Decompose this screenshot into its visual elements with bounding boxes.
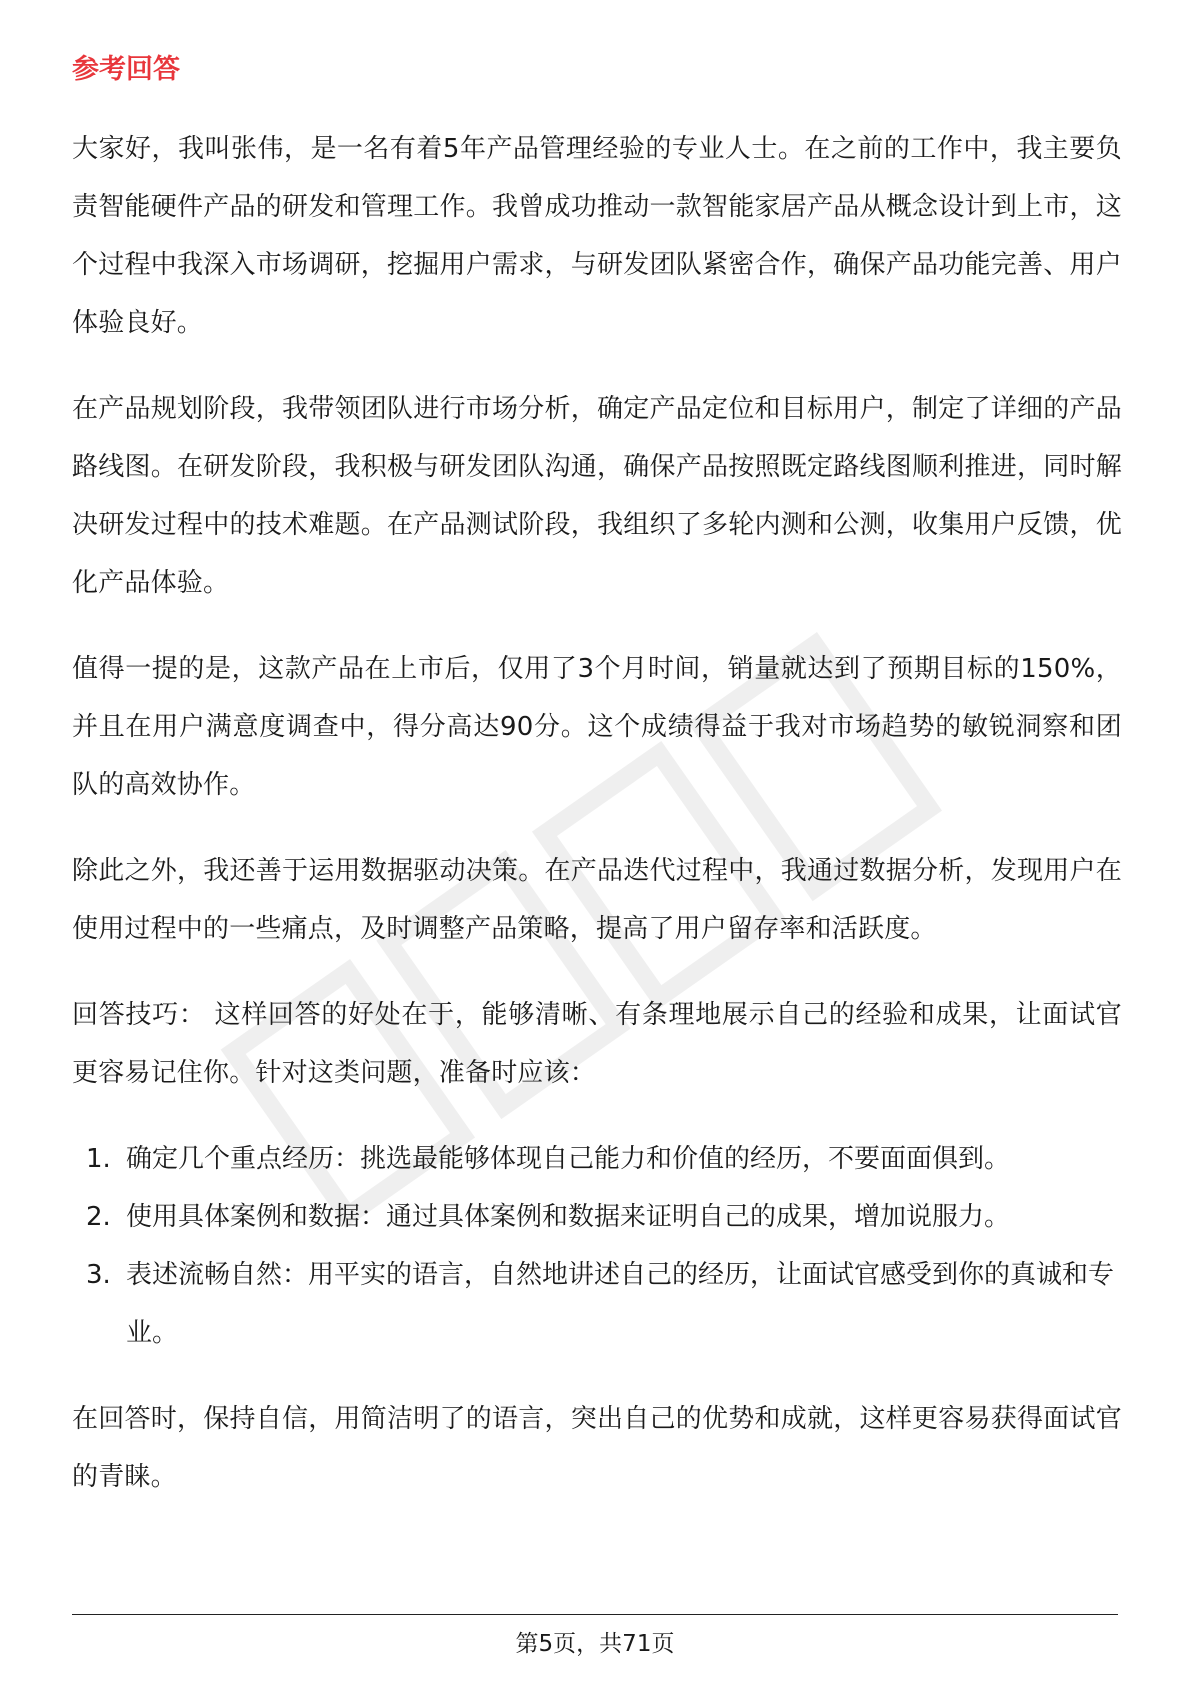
- tips-item-number: 3.: [86, 1260, 111, 1290]
- tips-list-item: [72, 1188, 1122, 1246]
- page-indicator: 第5页，共71页: [515, 1631, 675, 1657]
- footer-divider: [72, 1614, 1118, 1615]
- tips-list: [72, 1130, 1122, 1362]
- document-content: [72, 50, 1122, 1534]
- tips-list-item: [72, 1130, 1122, 1188]
- answer-paragraph-4: 除此之外，我还善于运用数据驱动决策。在产品迭代过程中，我通过数据分析，发现用户在使用过程中的一些痛点，及时调整产品策略，提高了用户留存率和活跃度。: [72, 856, 1122, 944]
- tips-item-number: 2.: [86, 1202, 111, 1232]
- tips-item-text: 表述流畅自然：用平实的语言，自然地讲述自己的经历，让面试官感受到你的真诚和专业。: [126, 1260, 1115, 1348]
- tips-item-number: 1.: [86, 1144, 111, 1174]
- tips-item-text: 使用具体案例和数据：通过具体案例和数据来证明自己的成果，增加说服力。: [126, 1202, 1011, 1232]
- answer-paragraph-3: 值得一提的是，这款产品在上市后，仅用了3个月时间，销量就达到了预期目标的150%，并且在用户满意度调查中，得分高达90分。这个成绩得益于我对市场趋势的敏锐洞察和团队的高效协作。: [72, 654, 1122, 800]
- answer-paragraph-2: 在产品规划阶段，我带领团队进行市场分析，确定产品定位和目标用户，制定了详细的产品路线图。在研发阶段，我积极与研发团队沟通，确保产品按照既定路线图顺利推进，同时解决研发过程中的技术难题。在产品测试阶段，我组织了多轮内测和公测，收集用户反馈，优化产品体验。: [72, 394, 1122, 598]
- tips-item-text: 确定几个重点经历：挑选最能够体现自己能力和价值的经历，不要面面俱到。: [126, 1144, 1011, 1174]
- tips-list-item: [72, 1246, 1122, 1362]
- answer-paragraph-1: 大家好，我叫张伟，是一名有着5年产品管理经验的专业人士。在之前的工作中，我主要负责智能硬件产品的研发和管理工作。我曾成功推动一款智能家居产品从概念设计到上市，这个过程中我深入市场调研，挖掘用户需求，与研发团队紧密合作，确保产品功能完善、用户体验良好。: [72, 134, 1122, 338]
- tips-closing: 在回答时，保持自信，用简洁明了的语言，突出自己的优势和成就，这样更容易获得面试官的青睐。: [72, 1404, 1122, 1492]
- tips-intro: 回答技巧： 这样回答的好处在于，能够清晰、有条理地展示自己的经验和成果，让面试官更容易记住你。针对这类问题，准备时应该：: [72, 1000, 1123, 1088]
- section-title: 参考回答: [72, 54, 180, 85]
